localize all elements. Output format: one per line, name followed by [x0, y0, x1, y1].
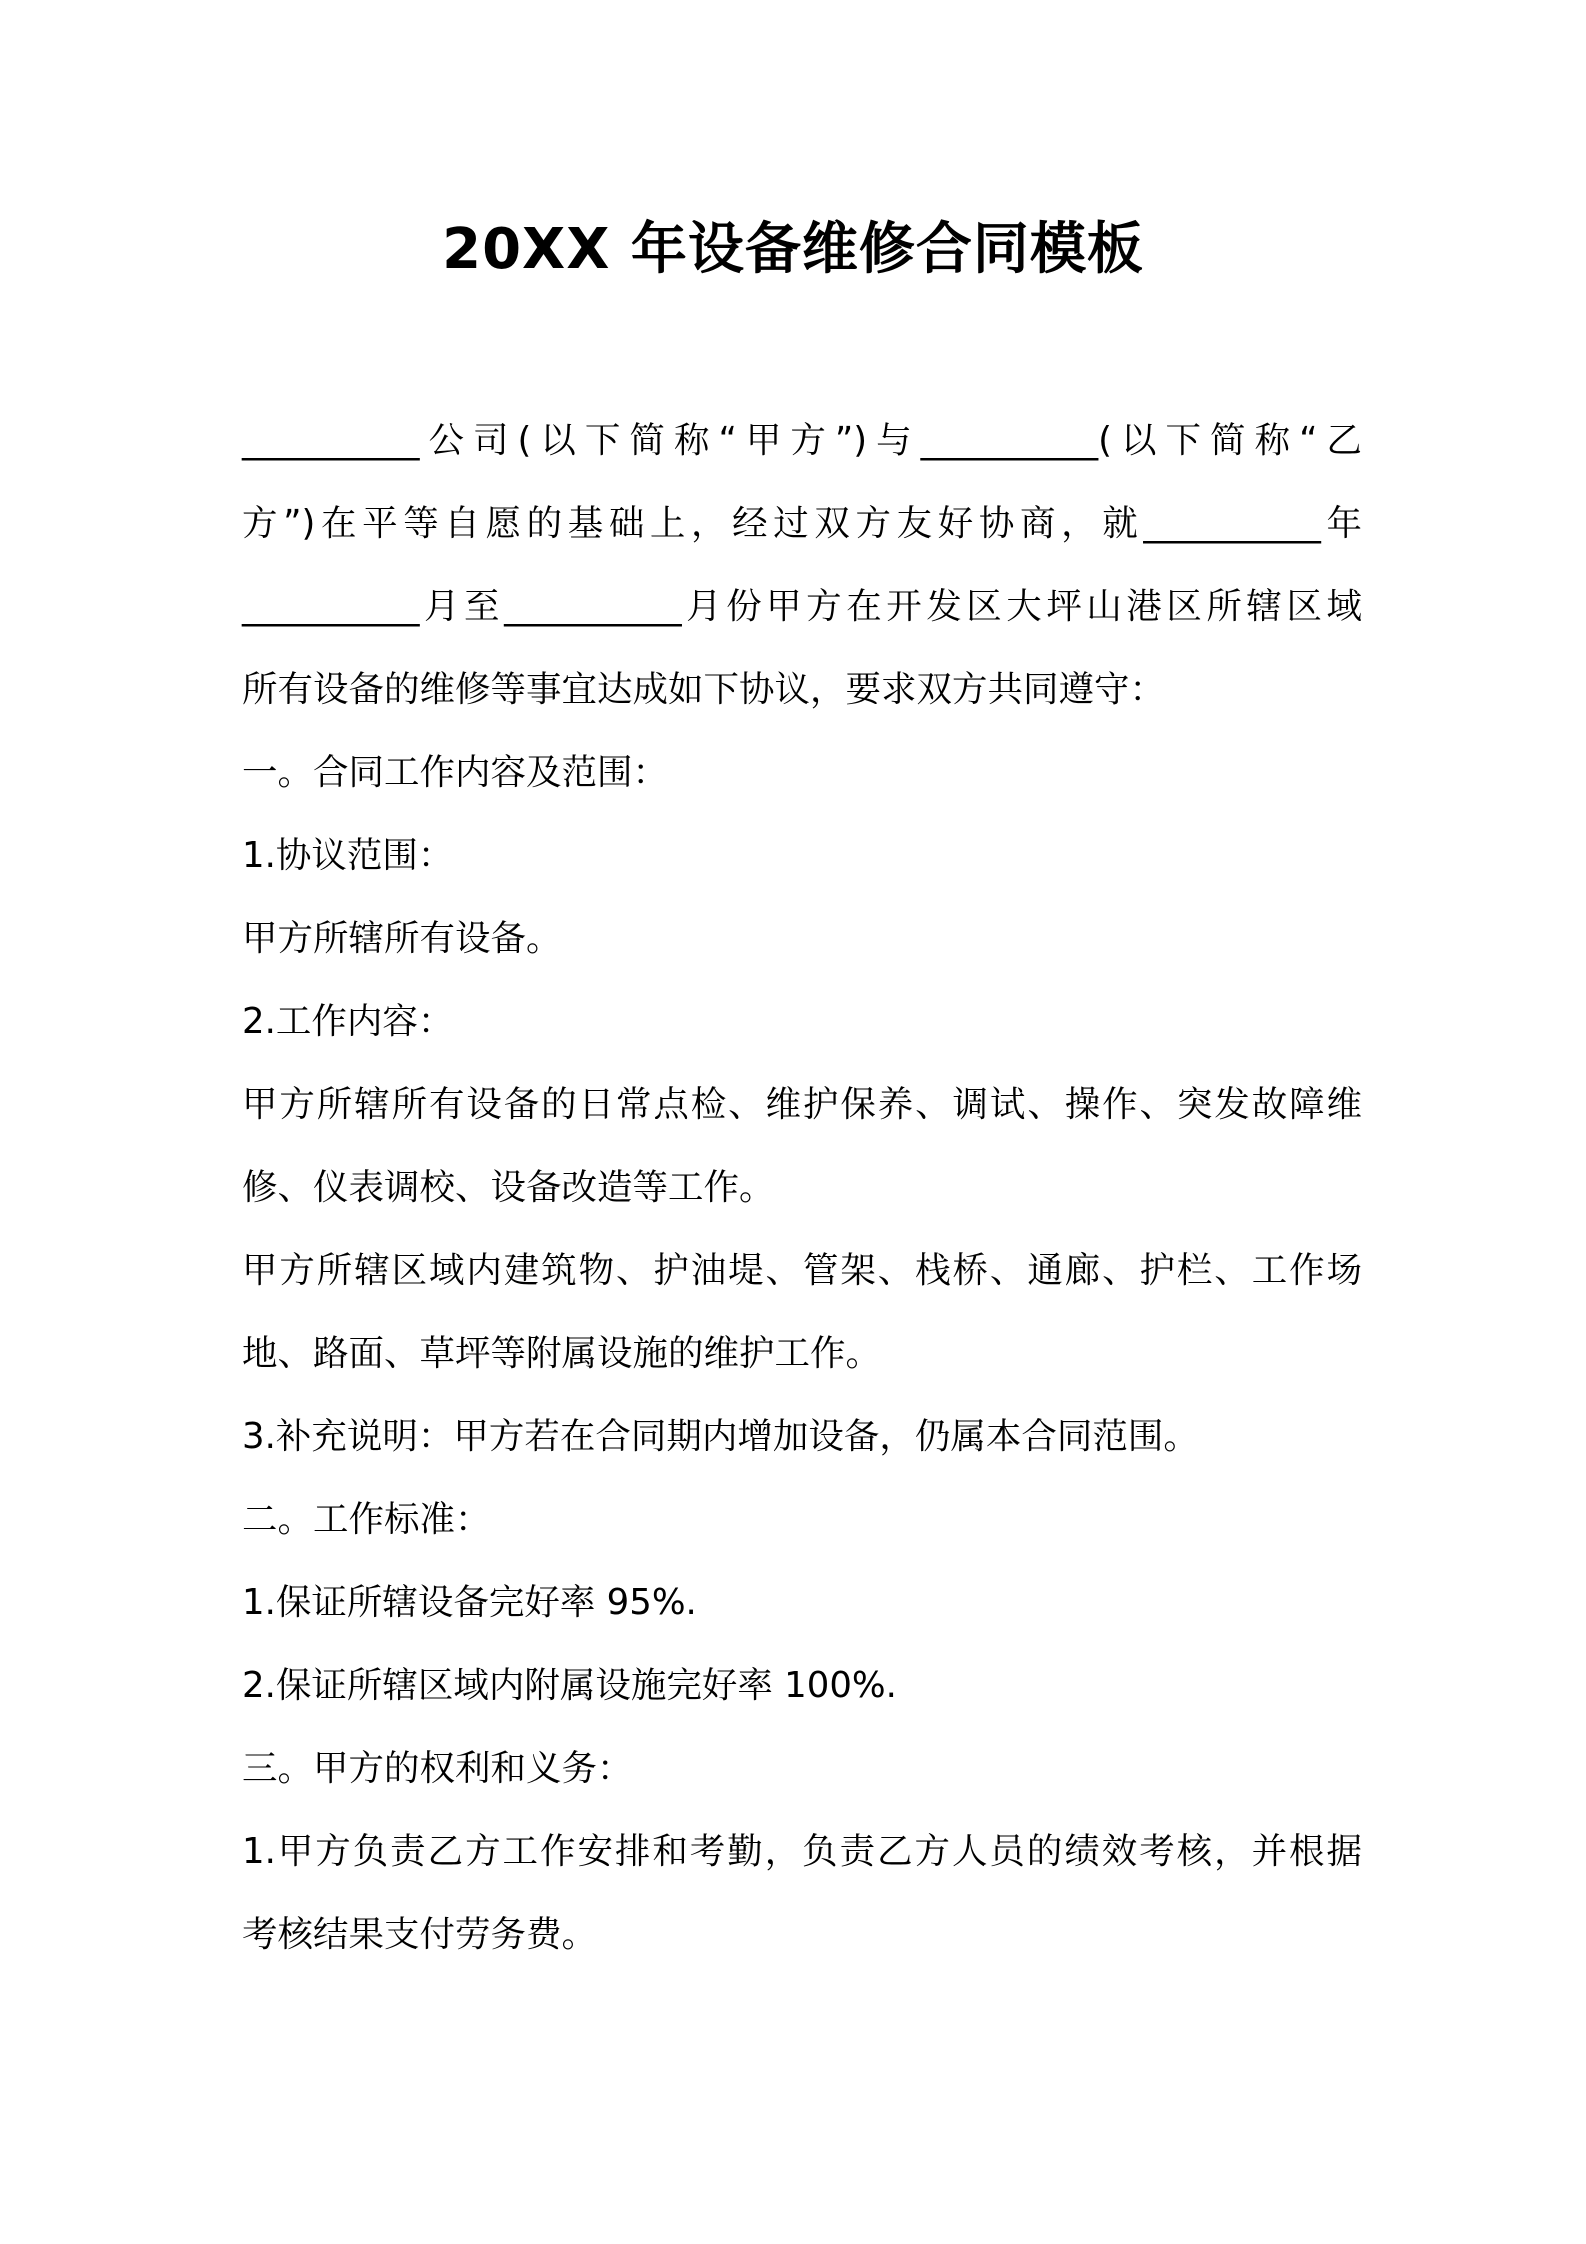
section-heading: 一。合同工作内容及范围：: [242, 752, 669, 793]
paragraph-line: 3.补充说明：甲方若在合同期内增加设备，仍属本合同范围。: [242, 1416, 1199, 1457]
paragraph-line: 甲方所辖区域内建筑物、护油堤、管架、栈桥、通廊、护栏、工作场: [242, 1250, 1362, 1291]
paragraph-line: 地、路面、草坪等附属设施的维护工作。: [242, 1333, 882, 1374]
paragraph-line: 1.保证所辖设备完好率 95%.: [242, 1582, 697, 1623]
paragraph-line: 1.甲方负责乙方工作安排和考勤，负责乙方人员的绩效考核，并根据: [242, 1831, 1362, 1872]
section-heading: 三。甲方的权利和义务：: [242, 1748, 633, 1789]
paragraph-line: 甲方所辖所有设备的日常点检、维护保养、调试、操作、突发故障维: [242, 1084, 1362, 1125]
document-body: [242, 410, 1362, 1987]
paragraph-line: 甲方所辖所有设备。: [242, 918, 562, 959]
paragraph-line: 2.保证所辖区域内附属设施完好率 100%.: [242, 1665, 897, 1706]
paragraph-line: 修、仪表调校、设备改造等工作。: [242, 1167, 775, 1208]
paragraph-line: __________月至__________月份甲方在开发区大坪山港区所辖区域: [242, 586, 1362, 627]
document-title: 20XX 年设备维修合同模板: [442, 217, 1144, 282]
section-heading: 二。工作标准：: [242, 1499, 491, 1540]
paragraph-line: __________公司(以下简称“甲方”)与__________(以下简称“乙: [242, 420, 1362, 461]
paragraph-line: 所有设备的维修等事宜达成如下协议，要求双方共同遵守：: [242, 669, 1166, 710]
subsection-heading: 1.协议范围：: [242, 835, 454, 876]
subsection-heading: 2.工作内容：: [242, 1001, 454, 1042]
paragraph-line: 考核结果支付劳务费。: [242, 1914, 598, 1955]
paragraph-line: 方”)在平等自愿的基础上，经过双方友好协商，就__________年: [242, 503, 1362, 544]
